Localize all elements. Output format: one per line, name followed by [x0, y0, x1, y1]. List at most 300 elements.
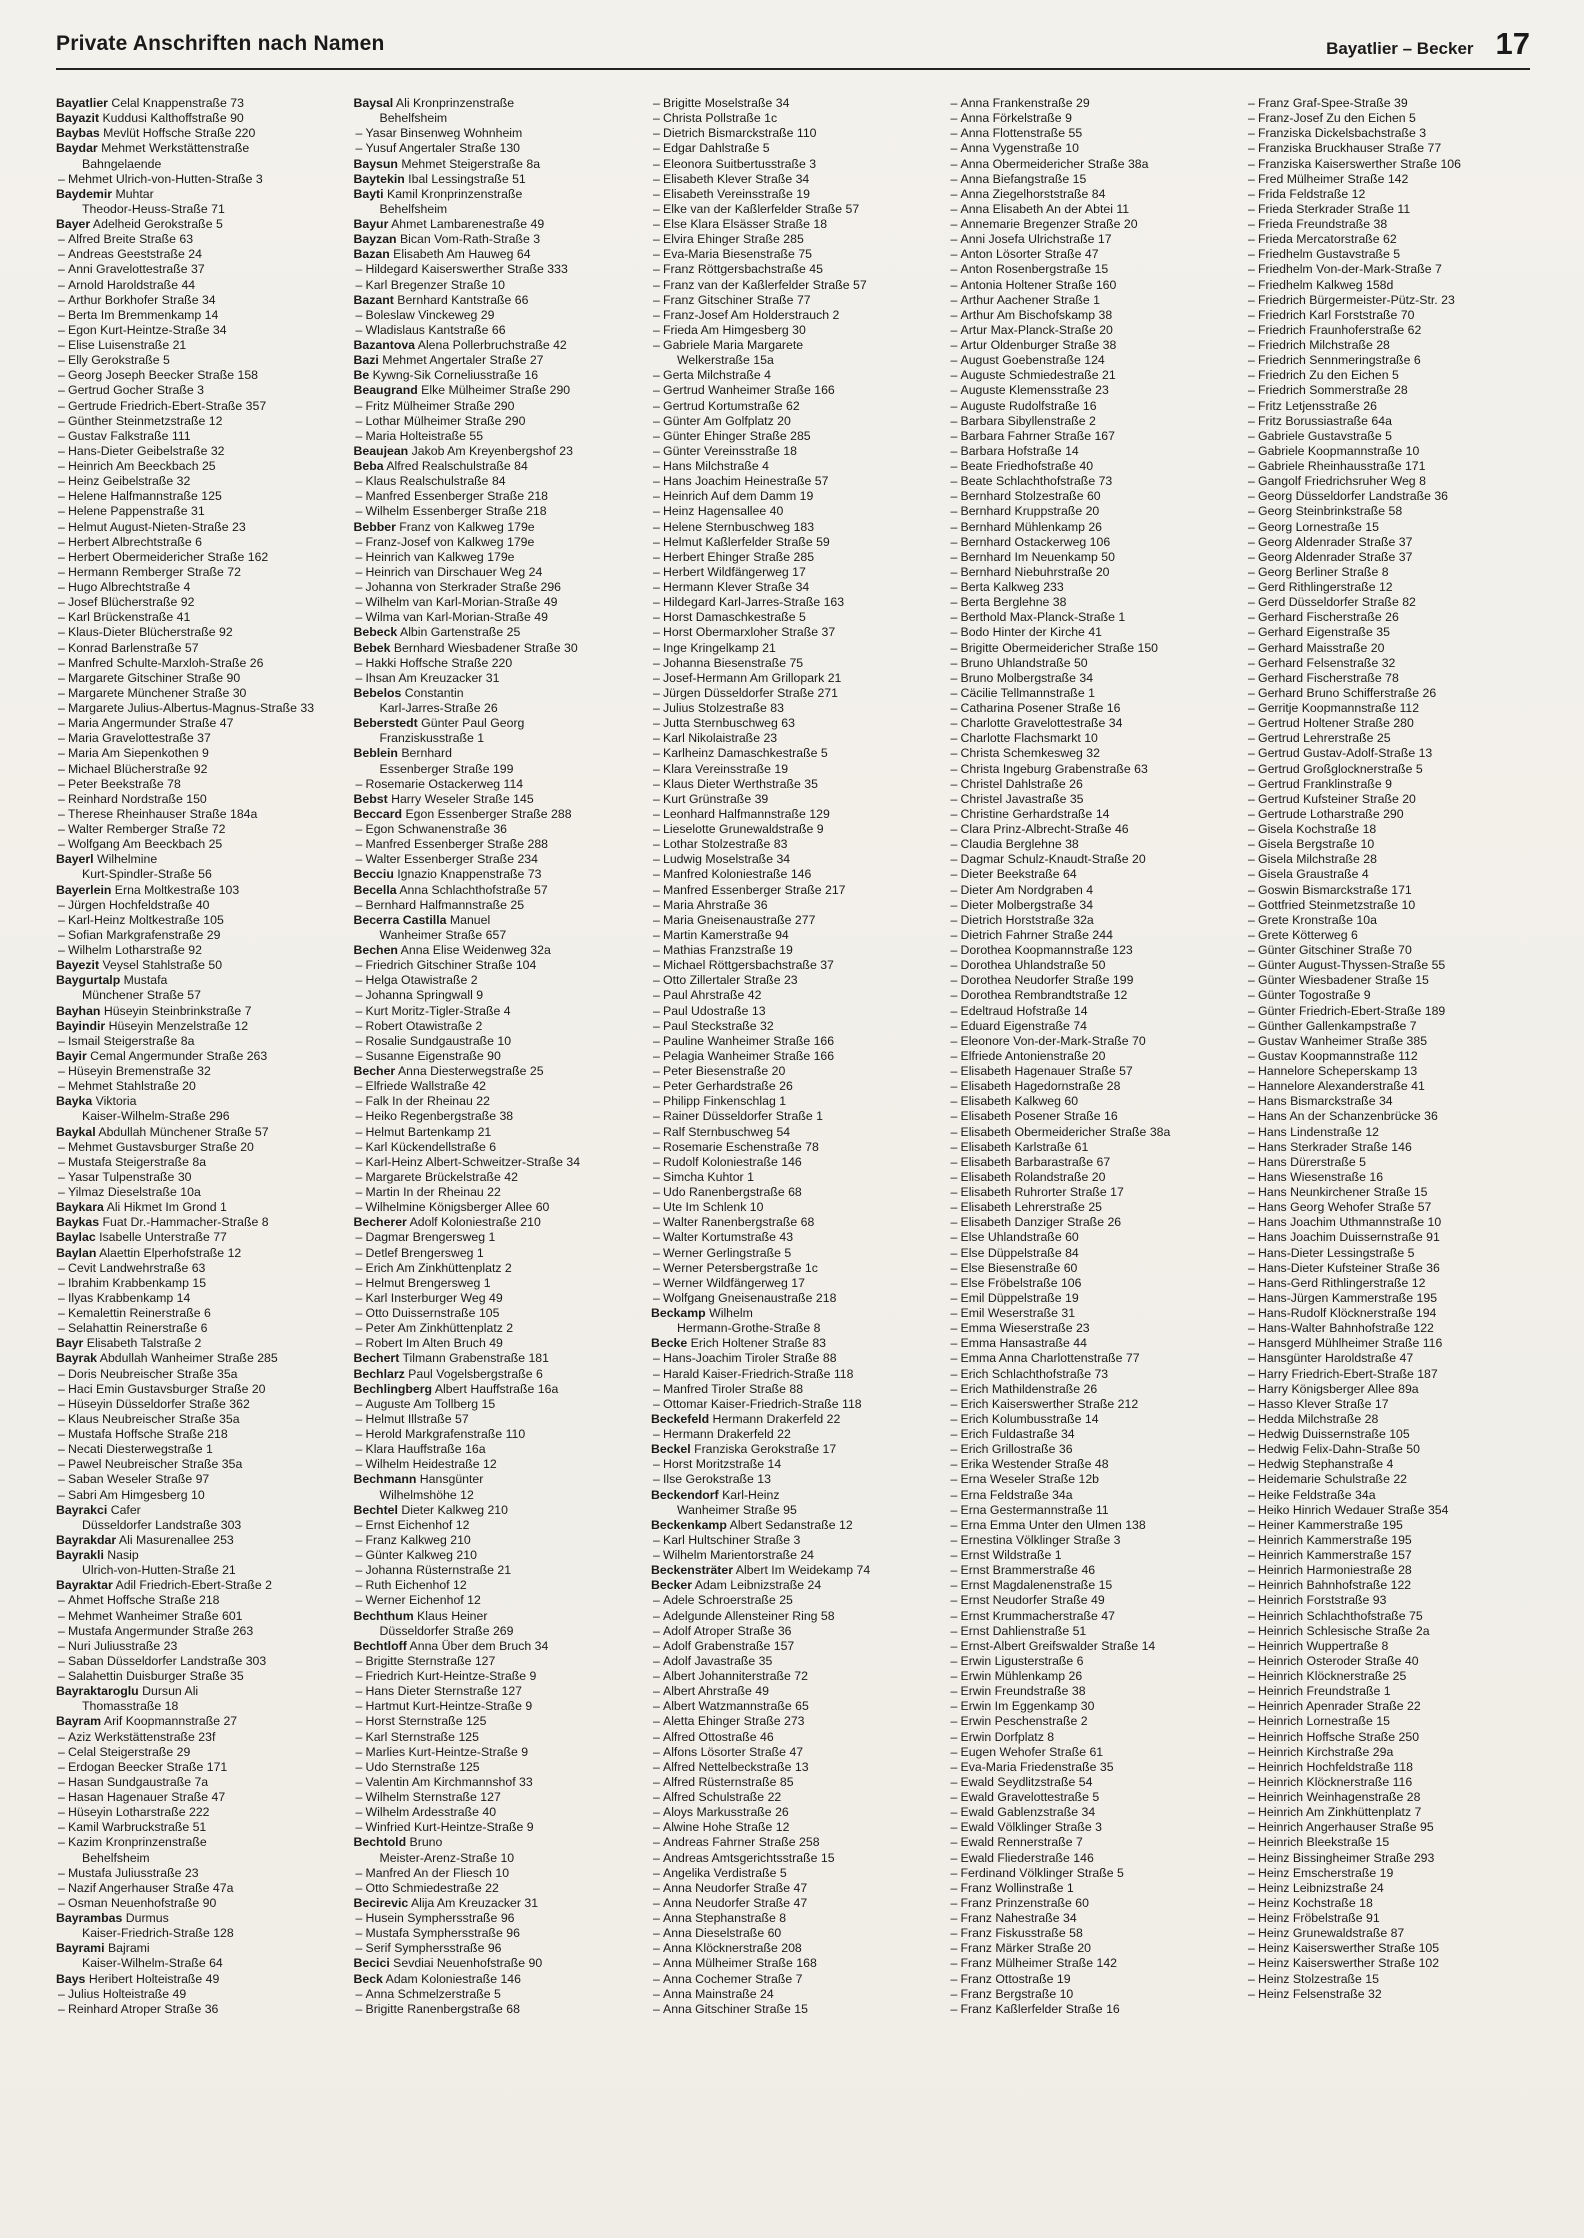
entry-text: Jakob Am Kreyenbergshof 23 — [408, 443, 573, 458]
entry-text: Nasip — [103, 1548, 139, 1562]
entry-text: Heinrich Freundstraße 1 — [1258, 1684, 1391, 1699]
dash-mark: – — [950, 927, 958, 942]
entry-subentry — [354, 1004, 642, 1019]
entry-text: Alfons Lösorter Straße 47 — [663, 1744, 804, 1759]
entry-subentry — [354, 1941, 642, 1956]
entry-subentry — [354, 1820, 642, 1835]
dash-mark: – — [653, 1548, 660, 1562]
entry-text: Erna Moltkestraße 103 — [111, 882, 240, 897]
entry-continuation — [354, 928, 642, 943]
entry-text: Anna Mülheimer Straße 168 — [663, 1956, 817, 1971]
entry-text: Hans-Rudolf Klöcknerstraße 194 — [1258, 1306, 1437, 1320]
entry-subentry — [651, 1382, 939, 1397]
entry-text: Albin Gartenstraße 25 — [397, 625, 521, 640]
entry-text: Mehmet Stahlstraße 20 — [68, 1079, 196, 1094]
dash-mark: – — [653, 912, 660, 927]
entry-subentry — [949, 1835, 1237, 1850]
entry-text: Werner Eichenhof 12 — [365, 1593, 481, 1608]
entry-text: Friedrich Sennmeringstraße 6 — [1258, 353, 1421, 368]
entry-subentry — [949, 414, 1237, 429]
entry-subentry — [949, 232, 1237, 247]
entry-text: Ahmet Lambarenestraße 49 — [388, 217, 545, 231]
dash-mark: – — [950, 701, 958, 715]
entry-text: Harald Kaiser-Friedrich-Straße 118 — [663, 1366, 854, 1381]
entry-text: Bican Vom-Rath-Straße 3 — [396, 232, 541, 247]
entry-text: Edeltraud Hofstraße 14 — [960, 1003, 1088, 1018]
entry-text: Friedrich Zu den Eichen 5 — [1258, 368, 1399, 383]
entry-subentry — [1246, 1578, 1534, 1593]
dash-mark: – — [950, 277, 958, 292]
entry-text: Anna Biefangstraße 15 — [960, 171, 1087, 186]
entry-subentry — [949, 913, 1237, 928]
entry-text: Bernhard Ostackerweg 106 — [960, 534, 1111, 549]
entry-text: Nuri Juliusstraße 23 — [68, 1638, 178, 1653]
entry-surname — [354, 641, 642, 656]
entry-text: Selahattin Reinerstraße 6 — [68, 1321, 208, 1336]
surname: Bayerlein — [56, 882, 112, 897]
dash-mark: – — [58, 1895, 65, 1910]
entry-text: Abdullah Wanheimer Straße 285 — [97, 1351, 278, 1366]
entry-text: Robert Im Alten Bruch 49 — [365, 1336, 503, 1351]
entry-text: Karl-Heinz Moltkestraße 105 — [68, 912, 224, 927]
entry-subentry — [354, 399, 642, 414]
entry-subentry — [651, 1745, 939, 1760]
entry-subentry — [651, 535, 939, 550]
entry-text: Werner Wildfängerweg 17 — [663, 1275, 805, 1290]
dash-mark: – — [355, 126, 363, 141]
surname: Bayrambas — [56, 1911, 123, 1925]
dash-mark: – — [1248, 338, 1255, 352]
dash-mark: – — [1248, 1593, 1255, 1608]
entry-text: Hans Georg Wehofer Straße 57 — [1258, 1200, 1432, 1215]
dash-mark: – — [653, 1245, 660, 1260]
entry-text: Michael Röttgersbachstraße 37 — [663, 958, 834, 973]
dash-mark: – — [653, 1094, 660, 1109]
entry-subentry — [354, 1760, 642, 1775]
surname: Bebst — [353, 791, 388, 806]
entry-text: Friedhelm Gustavstraße 5 — [1258, 247, 1401, 262]
entry-subentry — [651, 1654, 939, 1669]
entry-subentry — [651, 141, 939, 156]
dash-mark: – — [653, 1154, 660, 1169]
entry-text: Peter Gerhardstraße 26 — [663, 1079, 793, 1094]
entry-text: Celal Knappenstraße 73 — [107, 96, 244, 110]
surname: Bayir — [56, 1048, 87, 1063]
entry-surname — [354, 883, 642, 898]
entry-text: Klara Hauffstraße 16a — [365, 1442, 486, 1457]
surname: Baygurtalp — [56, 973, 121, 988]
dash-mark: – — [355, 1865, 363, 1880]
entry-surname — [56, 958, 344, 973]
entry-subentry — [1246, 1004, 1534, 1019]
entry-surname — [354, 1472, 642, 1487]
entry-subentry — [651, 762, 939, 777]
dash-mark: – — [355, 307, 363, 322]
dash-mark: – — [653, 1699, 660, 1714]
entry-text: Günther Gallenkampstraße 7 — [1258, 1018, 1417, 1033]
entry-text: Wilhelm Lotharstraße 92 — [68, 943, 202, 957]
entry-subentry — [1246, 1125, 1534, 1140]
entry-surname — [354, 444, 642, 459]
entry-subentry — [1246, 550, 1534, 565]
entry-continuation — [651, 1503, 939, 1518]
entry-text: Friedhelm Von-der-Mark-Straße 7 — [1258, 262, 1442, 277]
entry-subentry — [949, 1639, 1237, 1654]
entry-text: Hannelore Alexanderstraße 41 — [1258, 1079, 1425, 1094]
entry-subentry — [56, 807, 344, 822]
entry-text: Else Klara Elsässer Straße 18 — [663, 217, 828, 231]
entry-text: Maria Gravelottestraße 37 — [68, 731, 211, 746]
entry-text: Ute Im Schlenk 10 — [663, 1200, 764, 1215]
entry-subentry — [949, 1488, 1237, 1503]
entry-text: Gertrud Holtener Straße 280 — [1258, 716, 1414, 731]
dash-mark: – — [1248, 1306, 1255, 1320]
entry-subentry — [1246, 701, 1534, 716]
dash-mark: – — [1248, 353, 1255, 368]
entry-subentry — [56, 1367, 344, 1382]
entry-text: Anna Über dem Bruch 34 — [406, 1638, 549, 1653]
entry-subentry — [56, 1654, 344, 1669]
entry-subentry — [56, 1624, 344, 1639]
dash-mark: – — [653, 1215, 660, 1230]
entry-subentry — [651, 323, 939, 338]
surname: Becerra Castilla — [353, 912, 447, 927]
entry-text: Ferdinand Völklinger Straße 5 — [960, 1865, 1124, 1880]
entry-text: Erich Mathildenstraße 26 — [960, 1381, 1098, 1396]
entry-text: Boleslaw Vinckeweg 29 — [365, 307, 495, 322]
entry-subentry — [651, 731, 939, 746]
entry-subentry — [1246, 837, 1534, 852]
entry-subentry — [651, 278, 939, 293]
dash-mark: – — [950, 519, 958, 534]
entry-subentry — [354, 1306, 642, 1321]
entry-text: Adolf Grabenstraße 157 — [663, 1638, 795, 1653]
entry-text: Mehmet Angertaler Straße 27 — [378, 353, 544, 368]
dash-mark: – — [653, 988, 660, 1003]
entry-text: Anna Stephanstraße 8 — [663, 1911, 787, 1925]
entry-text: Manfred Essenberger Straße 218 — [365, 489, 549, 504]
header-right — [1326, 26, 1530, 62]
entry-text: Erwin Mühlenkamp 26 — [960, 1669, 1083, 1683]
dash-mark: – — [58, 1623, 65, 1638]
surname: Bayrakdar — [56, 1532, 117, 1547]
dash-mark: – — [653, 262, 660, 277]
entry-subentry — [56, 610, 344, 625]
entry-subentry — [56, 671, 344, 686]
dash-mark: – — [1248, 822, 1255, 836]
entry-surname — [56, 1503, 344, 1518]
entry-text: Anna Diesterwegstraße 25 — [395, 1064, 544, 1078]
entry-text: Kamil Kronprinzenstraße — [383, 186, 523, 201]
dash-mark: – — [653, 1623, 660, 1638]
entry-text: Erich Kolumbusstraße 14 — [960, 1411, 1099, 1426]
entry-text: Herbert Obermeidericher Straße 162 — [68, 549, 269, 564]
dash-mark: – — [58, 1154, 65, 1169]
entry-subentry — [651, 610, 939, 625]
entry-text: Karl-Heinz Albert-Schweitzer-Straße 34 — [365, 1154, 581, 1169]
entry-text: Bernhard Halfmannstraße 25 — [365, 897, 525, 912]
entry-text: Anna Schlachthofstraße 57 — [396, 882, 548, 897]
dash-mark: – — [653, 519, 660, 534]
entry-subentry — [949, 1412, 1237, 1427]
entry-text: Frieda Freundstraße 38 — [1258, 217, 1388, 231]
entry-text: Gisela Milchstraße 28 — [1258, 852, 1377, 867]
dash-mark: – — [1248, 1442, 1255, 1457]
entry-text: Hasan Hagenauer Straße 47 — [68, 1790, 226, 1804]
entry-subentry — [1246, 308, 1534, 323]
entry-text: Erwin Ligusterstraße 6 — [960, 1653, 1084, 1668]
entry-address: Hermann-Grothe-Straße 8 — [677, 1321, 821, 1336]
entry-text: Helmut Brengersweg 1 — [365, 1275, 491, 1290]
surname: Beccard — [353, 806, 403, 821]
entry-text: Erdogan Beecker Straße 171 — [68, 1759, 228, 1774]
dash-mark: – — [355, 1699, 363, 1714]
dash-mark: – — [1248, 1517, 1255, 1532]
entry-text: Anna Elise Weidenweg 32a — [397, 943, 551, 957]
entry-text: Erich Fuldastraße 34 — [960, 1427, 1075, 1441]
entry-text: Rudolf Koloniestraße 146 — [663, 1154, 802, 1169]
entry-subentry — [651, 1760, 939, 1775]
dash-mark: – — [355, 670, 363, 685]
dash-mark: – — [950, 156, 958, 171]
dash-mark: – — [355, 1684, 363, 1699]
dash-mark: – — [58, 1457, 65, 1472]
entry-subentry — [1246, 1563, 1534, 1578]
entry-subentry — [651, 1457, 939, 1472]
entry-text: Albert Johanniterstraße 72 — [663, 1669, 808, 1683]
entry-subentry — [1246, 1246, 1534, 1261]
entry-subentry — [1246, 1775, 1534, 1790]
entry-subentry — [1246, 610, 1534, 625]
entry-subentry — [651, 792, 939, 807]
entry-subentry — [949, 625, 1237, 640]
entry-text: Karl Sternstraße 125 — [365, 1729, 479, 1744]
entry-text: Horst Obermarxloher Straße 37 — [663, 625, 836, 640]
dash-mark: – — [653, 1185, 660, 1199]
dash-mark: – — [653, 1835, 660, 1850]
entry-subentry — [56, 323, 344, 338]
entry-subentry — [1246, 686, 1534, 701]
entry-text: Wilma van Karl-Morian-Straße 49 — [365, 610, 548, 625]
dash-mark: – — [950, 186, 958, 201]
entry-subentry — [651, 1019, 939, 1034]
dash-mark: – — [653, 171, 660, 186]
entry-text: Claudia Berglehne 38 — [960, 837, 1079, 852]
entry-subentry — [949, 1911, 1237, 1926]
dash-mark: – — [58, 1805, 65, 1820]
dash-mark: – — [1248, 1290, 1255, 1305]
dash-mark: – — [1248, 156, 1255, 171]
entry-subentry — [651, 1896, 939, 1911]
entry-text: Heinrich van Dirschauer Weg 24 — [365, 564, 543, 579]
entry-text: Erna Feldstraße 34a — [960, 1487, 1073, 1502]
entry-text: Elly Gerokstraße 5 — [68, 353, 170, 368]
entry-subentry — [354, 1246, 642, 1261]
entry-text: Hakki Hoffsche Straße 220 — [365, 655, 513, 670]
dash-mark: – — [355, 1548, 363, 1562]
entry-text: Johanna von Sterkrader Straße 296 — [365, 580, 562, 594]
entry-subentry — [651, 1155, 939, 1170]
entry-subentry — [1246, 1079, 1534, 1094]
page-number: 17 — [1495, 26, 1530, 61]
dash-mark: – — [653, 413, 660, 428]
dash-mark: – — [950, 731, 958, 746]
entry-subentry — [1246, 1820, 1534, 1835]
entry-subentry — [1246, 338, 1534, 353]
entry-text: Gerd Rithlingerstraße 12 — [1258, 580, 1393, 594]
entry-text: Heinrich Forststraße 93 — [1258, 1593, 1387, 1608]
dash-mark: – — [58, 670, 65, 685]
dash-mark: – — [1248, 1638, 1255, 1653]
entry-text: Heike Feldstraße 34a — [1258, 1487, 1376, 1502]
dash-mark: – — [653, 489, 660, 504]
entry-text: Heinrich Weinhagenstraße 28 — [1258, 1790, 1421, 1804]
entry-subentry — [1246, 1276, 1534, 1291]
entry-subentry — [949, 1185, 1237, 1200]
entry-text: Gottfried Steinmetzstraße 10 — [1258, 897, 1416, 912]
dash-mark: – — [950, 1260, 958, 1275]
entry-text: Emil Weserstraße 31 — [960, 1306, 1076, 1320]
dash-mark: – — [58, 731, 65, 746]
entry-subentry — [949, 610, 1237, 625]
entry-subentry — [651, 1533, 939, 1548]
entry-surname — [354, 187, 642, 202]
dash-mark: – — [1248, 791, 1255, 806]
entry-text: Cafer — [107, 1502, 141, 1517]
dash-mark: – — [653, 746, 660, 761]
dash-mark: – — [653, 1230, 660, 1245]
dash-mark: – — [58, 1593, 65, 1608]
dash-mark: – — [1248, 912, 1255, 927]
entry-subentry — [56, 1987, 344, 2002]
entry-continuation — [56, 202, 344, 217]
entry-subentry — [651, 520, 939, 535]
entry-subentry — [56, 2002, 344, 2017]
entry-text: Gisela Graustraße 4 — [1258, 867, 1369, 882]
entry-surname — [354, 746, 642, 761]
entry-subentry — [56, 1730, 344, 1745]
dash-mark: – — [355, 1139, 363, 1154]
entry-continuation — [56, 867, 344, 882]
entry-text: Mustafa Symphersstraße 96 — [365, 1926, 520, 1941]
entry-text: Haci Emin Gustavsburger Straße 20 — [68, 1381, 266, 1396]
entry-text: Winfried Kurt-Heintze-Straße 9 — [365, 1820, 534, 1835]
entry-subentry — [1246, 1382, 1534, 1397]
dash-mark: – — [1248, 988, 1255, 1003]
entry-subentry — [354, 1578, 642, 1593]
entry-subentry — [651, 459, 939, 474]
entry-text: Johanna Rüsternstraße 21 — [365, 1563, 512, 1578]
entry-text: Antonia Holtener Straße 160 — [960, 277, 1117, 292]
dash-mark: – — [653, 852, 660, 867]
entry-text: Dieter Molbergstraße 34 — [960, 897, 1094, 912]
entry-text: Reinhard Atroper Straße 36 — [68, 2001, 219, 2016]
surname: Bayur — [353, 217, 389, 231]
entry-text: Albert Ahrstraße 49 — [663, 1684, 769, 1699]
entry-subentry — [651, 1094, 939, 1109]
dash-mark: – — [653, 322, 660, 337]
entry-subentry — [1246, 1457, 1534, 1472]
surname: Beba — [353, 459, 384, 473]
entry-surname — [56, 1336, 344, 1351]
entry-subentry — [651, 1246, 939, 1261]
entry-text: Brigitte Obermeidericher Straße 150 — [960, 640, 1159, 655]
dash-mark: – — [653, 1744, 660, 1759]
entry-subentry — [949, 898, 1237, 913]
entry-subentry — [354, 141, 642, 156]
entry-subentry — [949, 1442, 1237, 1457]
dash-mark: – — [355, 2001, 363, 2016]
entry-text: Ewald Seydlitzstraße 54 — [960, 1774, 1093, 1789]
dash-mark: – — [1248, 459, 1255, 473]
entry-subentry — [1246, 716, 1534, 731]
entry-text: Hans-Dieter Lessingstraße 5 — [1258, 1245, 1415, 1260]
entry-subentry — [56, 520, 344, 535]
dash-mark: – — [653, 186, 660, 201]
entry-text: Mustafa Steigerstraße 8a — [68, 1154, 207, 1169]
entry-text: Bernhard Stolzestraße 60 — [960, 489, 1101, 504]
dash-mark: – — [653, 973, 660, 988]
entry-text: Auguste Am Tollberg 15 — [365, 1396, 496, 1411]
entry-address: Münchener Straße 57 — [82, 988, 201, 1003]
entry-surname — [354, 686, 642, 701]
entry-text: Günter Togostraße 9 — [1258, 988, 1371, 1003]
entry-text: Franz Kalkweg 210 — [365, 1532, 471, 1547]
entry-text: Gabriele Maria Margarete — [663, 338, 804, 352]
dash-mark: – — [58, 716, 65, 731]
dash-mark: – — [950, 958, 958, 973]
entry-subentry — [1246, 1881, 1534, 1896]
entry-text: Georg Steinbrinkstraße 58 — [1258, 504, 1403, 519]
dash-mark: – — [950, 1154, 958, 1169]
entry-text: Hans Dieter Sternstraße 127 — [365, 1684, 523, 1699]
dash-mark: – — [58, 837, 65, 852]
entry-subentry — [56, 278, 344, 293]
dash-mark: – — [653, 126, 660, 141]
entry-address: Karl-Jarres-Straße 26 — [379, 701, 498, 715]
entry-subentry — [949, 353, 1237, 368]
dash-mark: – — [653, 791, 660, 806]
dash-mark: – — [653, 1275, 660, 1290]
entry-subentry — [1246, 232, 1534, 247]
entry-text: Helmut Bartenkamp 21 — [365, 1124, 492, 1139]
dash-mark: – — [653, 156, 660, 171]
dash-mark: – — [653, 655, 660, 670]
entry-subentry — [1246, 883, 1534, 898]
entry-surname — [56, 1911, 344, 1926]
entry-text: Alfred Nettelbeckstraße 13 — [663, 1759, 809, 1774]
dash-mark: – — [1248, 1729, 1255, 1744]
entry-text: Heinrich Bahnhofstraße 122 — [1258, 1578, 1412, 1593]
dash-mark: – — [653, 1109, 660, 1124]
entry-subentry — [949, 2002, 1237, 2017]
dash-mark: – — [355, 262, 363, 277]
dash-mark: – — [1248, 1608, 1255, 1623]
dash-mark: – — [1248, 1139, 1255, 1154]
entry-subentry — [1246, 792, 1534, 807]
entry-surname — [354, 1896, 642, 1911]
entry-subentry — [651, 308, 939, 323]
entry-subentry — [651, 1972, 939, 1987]
dash-mark: – — [1248, 186, 1255, 201]
entry-subentry — [56, 429, 344, 444]
dash-mark: – — [950, 1593, 958, 1608]
entry-text: Anna Neudorfer Straße 47 — [663, 1895, 808, 1910]
entry-surname — [56, 1246, 344, 1261]
entry-text: Wolfgang Am Beeckbach 25 — [68, 837, 223, 852]
entry-text: Fritz Borussiastraße 64a — [1258, 413, 1392, 428]
entry-subentry — [1246, 1609, 1534, 1624]
